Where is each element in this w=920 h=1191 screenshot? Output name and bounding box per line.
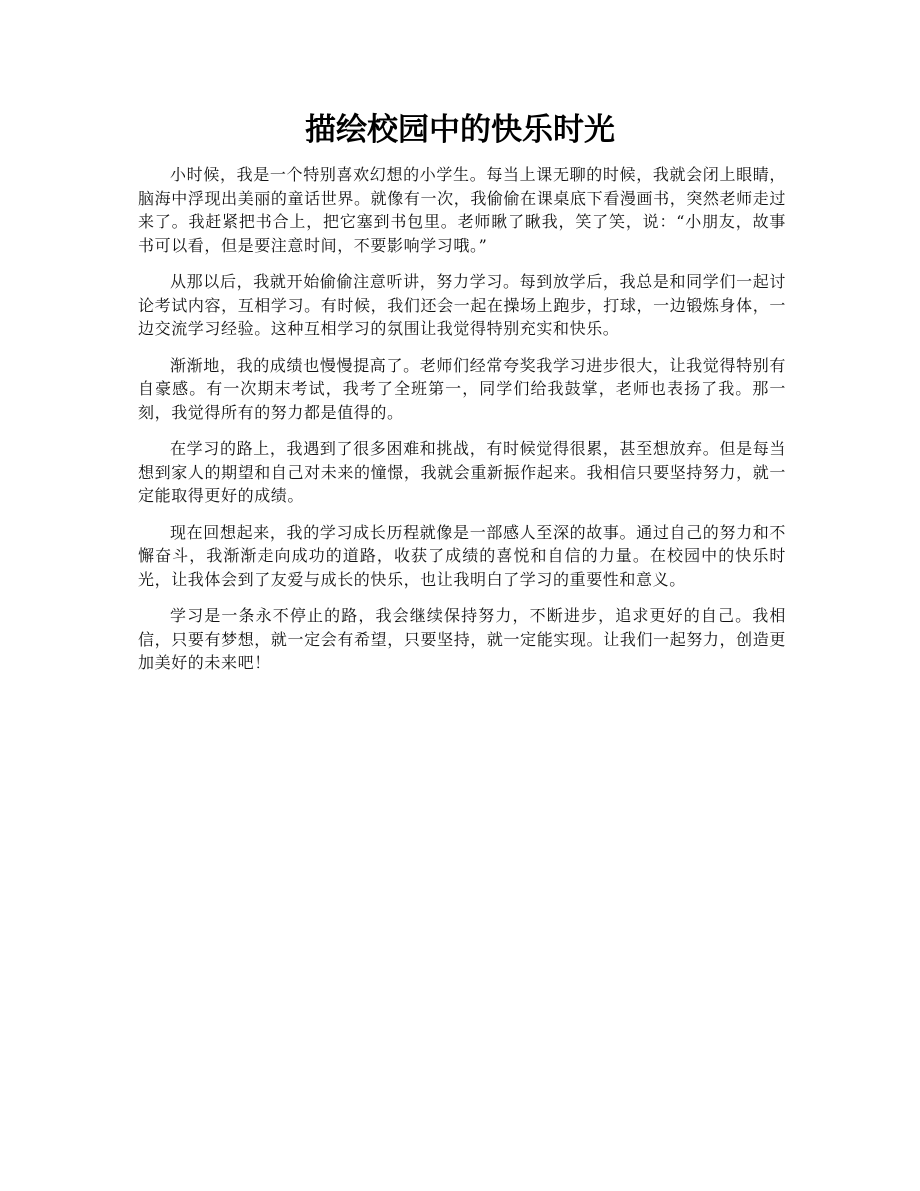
paragraph-5: 现在回想起来，我的学习成长历程就像是一部感人至深的故事。通过自己的努力和不懈奋斗，我渐渐走向成功的道路，收获了成绩的喜悦和自信的力量。在校园中的快乐时光，让我体会到了友爱与成长的快乐，也让我明白了学习的重要性和意义。 <box>138 522 786 589</box>
paragraph-3: 渐渐地，我的成绩也慢慢提高了。老师们经常夸奖我学习进步很大，让我觉得特别有自豪感。有一次期末考试，我考了全班第一，同学们给我鼓掌，老师也表扬了我。那一刻，我觉得所有的努力都是值得的。 <box>138 355 786 422</box>
document-body <box>138 163 786 688</box>
paragraph-1: 小时候，我是一个特别喜欢幻想的小学生。每当上课无聊的时候，我就会闭上眼睛，脑海中浮现出美丽的童话世界。就像有一次，我偷偷在课桌底下看漫画书，突然老师走过来了。我赶紧把书合上，把它塞到书包里。老师瞅了瞅我，笑了笑，说：“小朋友，故事书可以看，但是要注意时间，不要影响学习哦。” <box>138 165 786 255</box>
document-title: 描绘校园中的快乐时光 <box>305 112 615 148</box>
paragraph-2: 从那以后，我就开始偷偷注意听讲，努力学习。每到放学后，我总是和同学们一起讨论考试内容，互相学习。有时候，我们还会一起在操场上跑步，打球，一边锻炼身体，一边交流学习经验。这种互相学习的氛围让我觉得特别充实和快乐。 <box>138 272 786 338</box>
paragraph-4: 在学习的路上，我遇到了很多困难和挑战，有时候觉得很累，甚至想放弃。但是每当想到家人的期望和自己对未来的憧憬，我就会重新振作起来。我相信只要坚持努力，就一定能取得更好的成绩。 <box>138 439 786 505</box>
paragraph-6: 学习是一条永不停止的路，我会继续保持努力，不断进步，追求更好的自己。我相信，只要有梦想，就一定会有希望，只要坚持，就一定能实现。让我们一起努力，创造更加美好的未来吧！ <box>138 606 786 672</box>
